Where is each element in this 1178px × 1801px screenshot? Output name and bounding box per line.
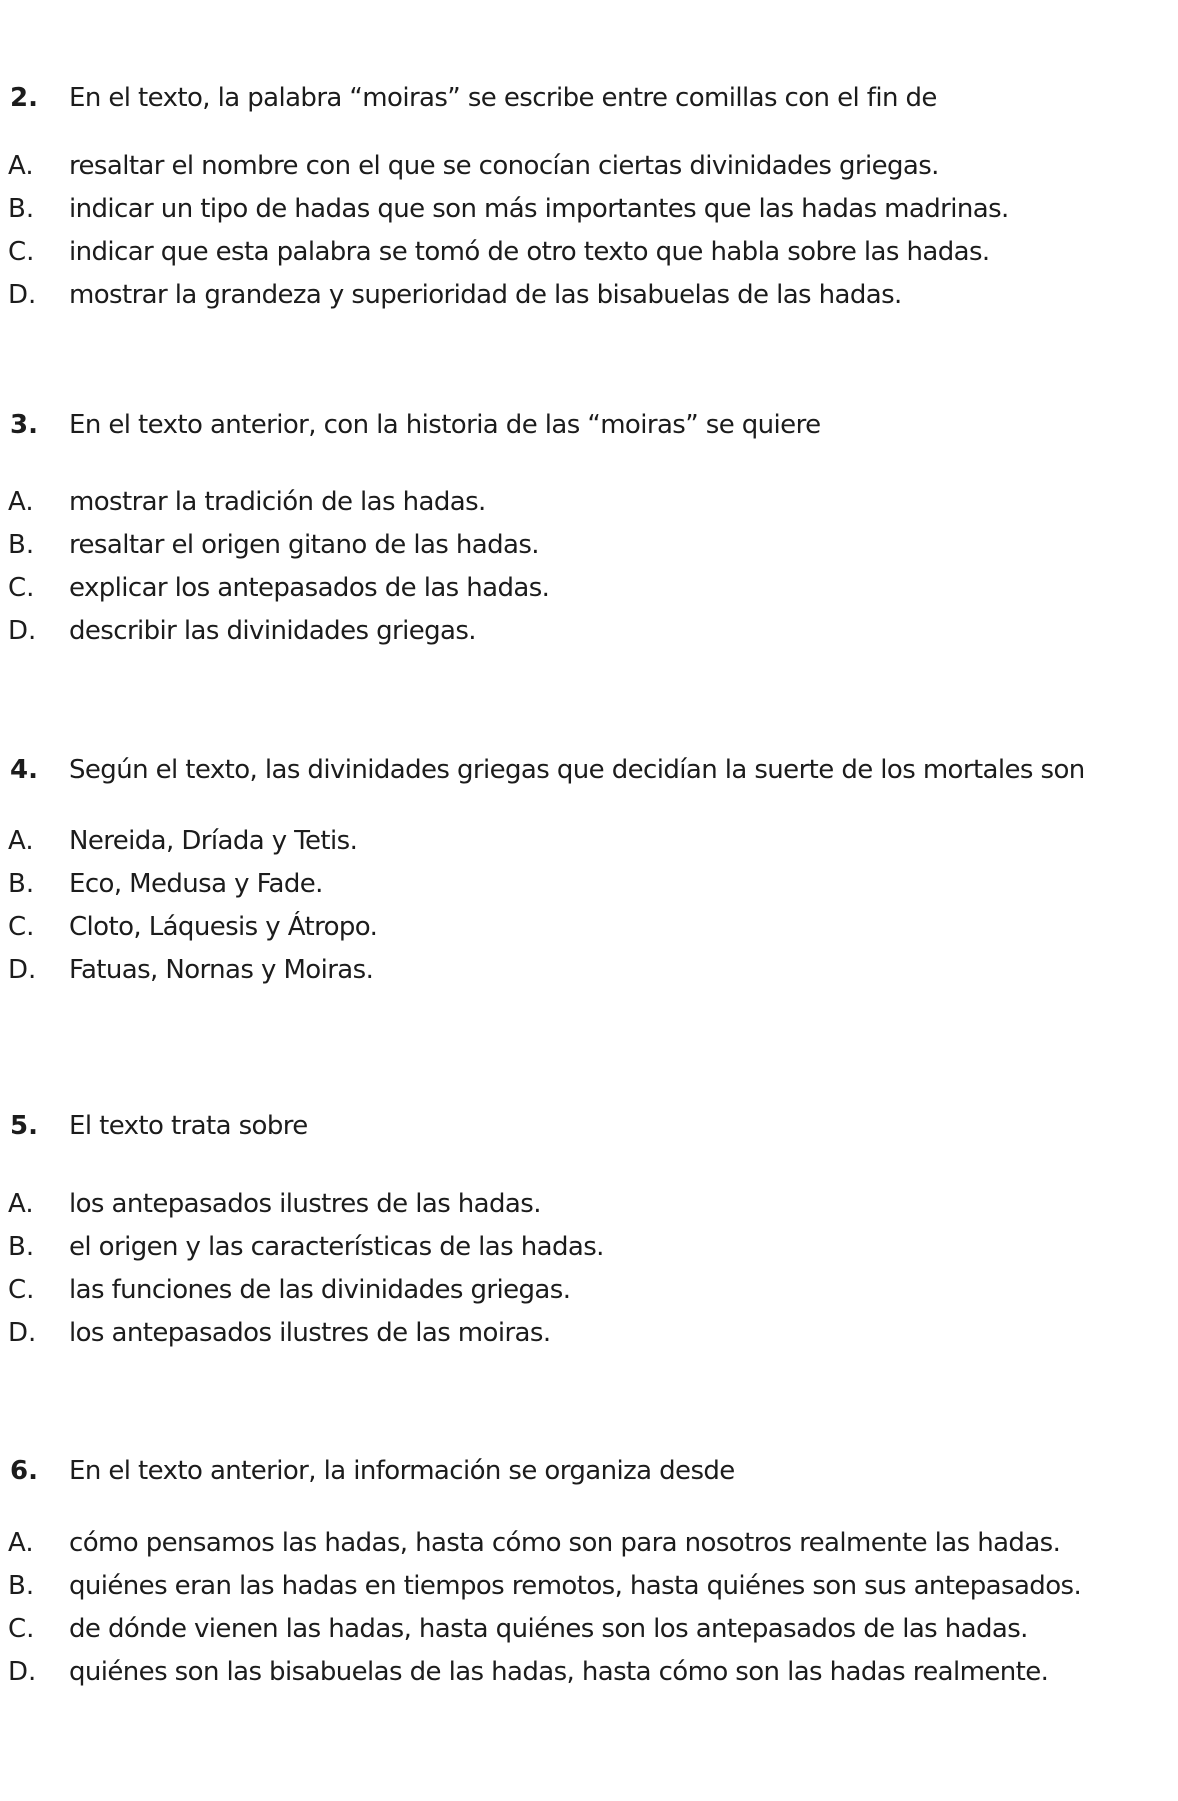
option-text: quiénes son las bisabuelas de las hadas, hasta cómo son las hadas realmente. bbox=[69, 1657, 1049, 1687]
question-3 bbox=[0, 405, 1178, 445]
option-text: el origen y las características de las hadas. bbox=[69, 1232, 604, 1262]
option-a[interactable] bbox=[0, 481, 1178, 524]
option-letter: C. bbox=[8, 1614, 35, 1644]
option-letter: B. bbox=[8, 1571, 35, 1601]
option-b[interactable] bbox=[0, 863, 1178, 906]
question-text: Según el texto, las divinidades griegas que decidían la suerte de los mortales son bbox=[69, 755, 1085, 785]
question-text: El texto trata sobre bbox=[69, 1111, 308, 1141]
options-list-6 bbox=[0, 1522, 1178, 1694]
option-text: los antepasados ilustres de las moiras. bbox=[69, 1318, 551, 1348]
option-letter: C. bbox=[8, 1275, 35, 1305]
question-6 bbox=[0, 1451, 1178, 1491]
option-letter: D. bbox=[8, 1318, 37, 1348]
options-list-4 bbox=[0, 820, 1178, 992]
option-text: indicar un tipo de hadas que son más importantes que las hadas madrinas. bbox=[69, 194, 1009, 224]
option-a[interactable] bbox=[0, 145, 1178, 188]
option-a[interactable] bbox=[0, 1522, 1178, 1565]
option-text: Eco, Medusa y Fade. bbox=[69, 869, 323, 899]
option-letter: D. bbox=[8, 616, 37, 646]
option-text: Cloto, Láquesis y Átropo. bbox=[69, 912, 378, 942]
option-c[interactable] bbox=[0, 1608, 1178, 1651]
question-text: En el texto anterior, la información se organiza desde bbox=[69, 1456, 735, 1486]
option-c[interactable] bbox=[0, 567, 1178, 610]
options-list-2 bbox=[0, 145, 1178, 317]
option-letter: B. bbox=[8, 1232, 35, 1262]
option-c[interactable] bbox=[0, 906, 1178, 949]
option-letter: D. bbox=[8, 280, 37, 310]
question-number: 6. bbox=[10, 1456, 38, 1486]
question-stem bbox=[0, 1106, 1178, 1146]
option-b[interactable] bbox=[0, 188, 1178, 231]
option-a[interactable] bbox=[0, 820, 1178, 863]
option-text: mostrar la tradición de las hadas. bbox=[69, 487, 486, 517]
option-a[interactable] bbox=[0, 1183, 1178, 1226]
option-d[interactable] bbox=[0, 1312, 1178, 1355]
question-5 bbox=[0, 1106, 1178, 1146]
option-b[interactable] bbox=[0, 1565, 1178, 1608]
question-text: En el texto anterior, con la historia de las “moiras” se quiere bbox=[69, 410, 821, 440]
option-text: resaltar el nombre con el que se conocían ciertas divinidades griegas. bbox=[69, 151, 939, 181]
option-letter: A. bbox=[8, 151, 34, 181]
option-letter: A. bbox=[8, 1528, 34, 1558]
option-letter: D. bbox=[8, 955, 37, 985]
option-letter: A. bbox=[8, 826, 34, 856]
option-text: resaltar el origen gitano de las hadas. bbox=[69, 530, 539, 560]
question-number: 3. bbox=[10, 410, 38, 440]
option-c[interactable] bbox=[0, 231, 1178, 274]
option-text: quiénes eran las hadas en tiempos remotos, hasta quiénes son sus antepasados. bbox=[69, 1571, 1082, 1601]
option-letter: A. bbox=[8, 487, 34, 517]
option-text: Fatuas, Nornas y Moiras. bbox=[69, 955, 374, 985]
option-letter: B. bbox=[8, 869, 35, 899]
question-stem bbox=[0, 78, 1178, 118]
option-letter: B. bbox=[8, 530, 35, 560]
question-stem bbox=[0, 1451, 1178, 1491]
option-text: explicar los antepasados de las hadas. bbox=[69, 573, 550, 603]
question-number: 2. bbox=[10, 83, 38, 113]
option-letter: D. bbox=[8, 1657, 37, 1687]
question-stem bbox=[0, 405, 1178, 445]
option-b[interactable] bbox=[0, 524, 1178, 567]
option-text: mostrar la grandeza y superioridad de las bisabuelas de las hadas. bbox=[69, 280, 902, 310]
option-text: de dónde vienen las hadas, hasta quiénes son los antepasados de las hadas. bbox=[69, 1614, 1028, 1644]
question-number: 4. bbox=[10, 755, 38, 785]
option-c[interactable] bbox=[0, 1269, 1178, 1312]
option-text: Nereida, Dríada y Tetis. bbox=[69, 826, 358, 856]
option-text: los antepasados ilustres de las hadas. bbox=[69, 1189, 541, 1219]
question-stem bbox=[0, 750, 1178, 790]
option-letter: C. bbox=[8, 573, 35, 603]
option-d[interactable] bbox=[0, 949, 1178, 992]
option-d[interactable] bbox=[0, 1651, 1178, 1694]
question-text: En el texto, la palabra “moiras” se escribe entre comillas con el fin de bbox=[69, 83, 937, 113]
question-4 bbox=[0, 750, 1178, 790]
question-2 bbox=[0, 78, 1178, 118]
option-letter: A. bbox=[8, 1189, 34, 1219]
option-letter: C. bbox=[8, 912, 35, 942]
options-list-3 bbox=[0, 481, 1178, 653]
option-text: describir las divinidades griegas. bbox=[69, 616, 476, 646]
question-number: 5. bbox=[10, 1111, 38, 1141]
option-d[interactable] bbox=[0, 274, 1178, 317]
option-text: las funciones de las divinidades griegas. bbox=[69, 1275, 571, 1305]
options-list-5 bbox=[0, 1183, 1178, 1355]
option-text: cómo pensamos las hadas, hasta cómo son para nosotros realmente las hadas. bbox=[69, 1528, 1061, 1558]
option-text: indicar que esta palabra se tomó de otro texto que habla sobre las hadas. bbox=[69, 237, 990, 267]
option-b[interactable] bbox=[0, 1226, 1178, 1269]
option-letter: B. bbox=[8, 194, 35, 224]
option-d[interactable] bbox=[0, 610, 1178, 653]
option-letter: C. bbox=[8, 237, 35, 267]
